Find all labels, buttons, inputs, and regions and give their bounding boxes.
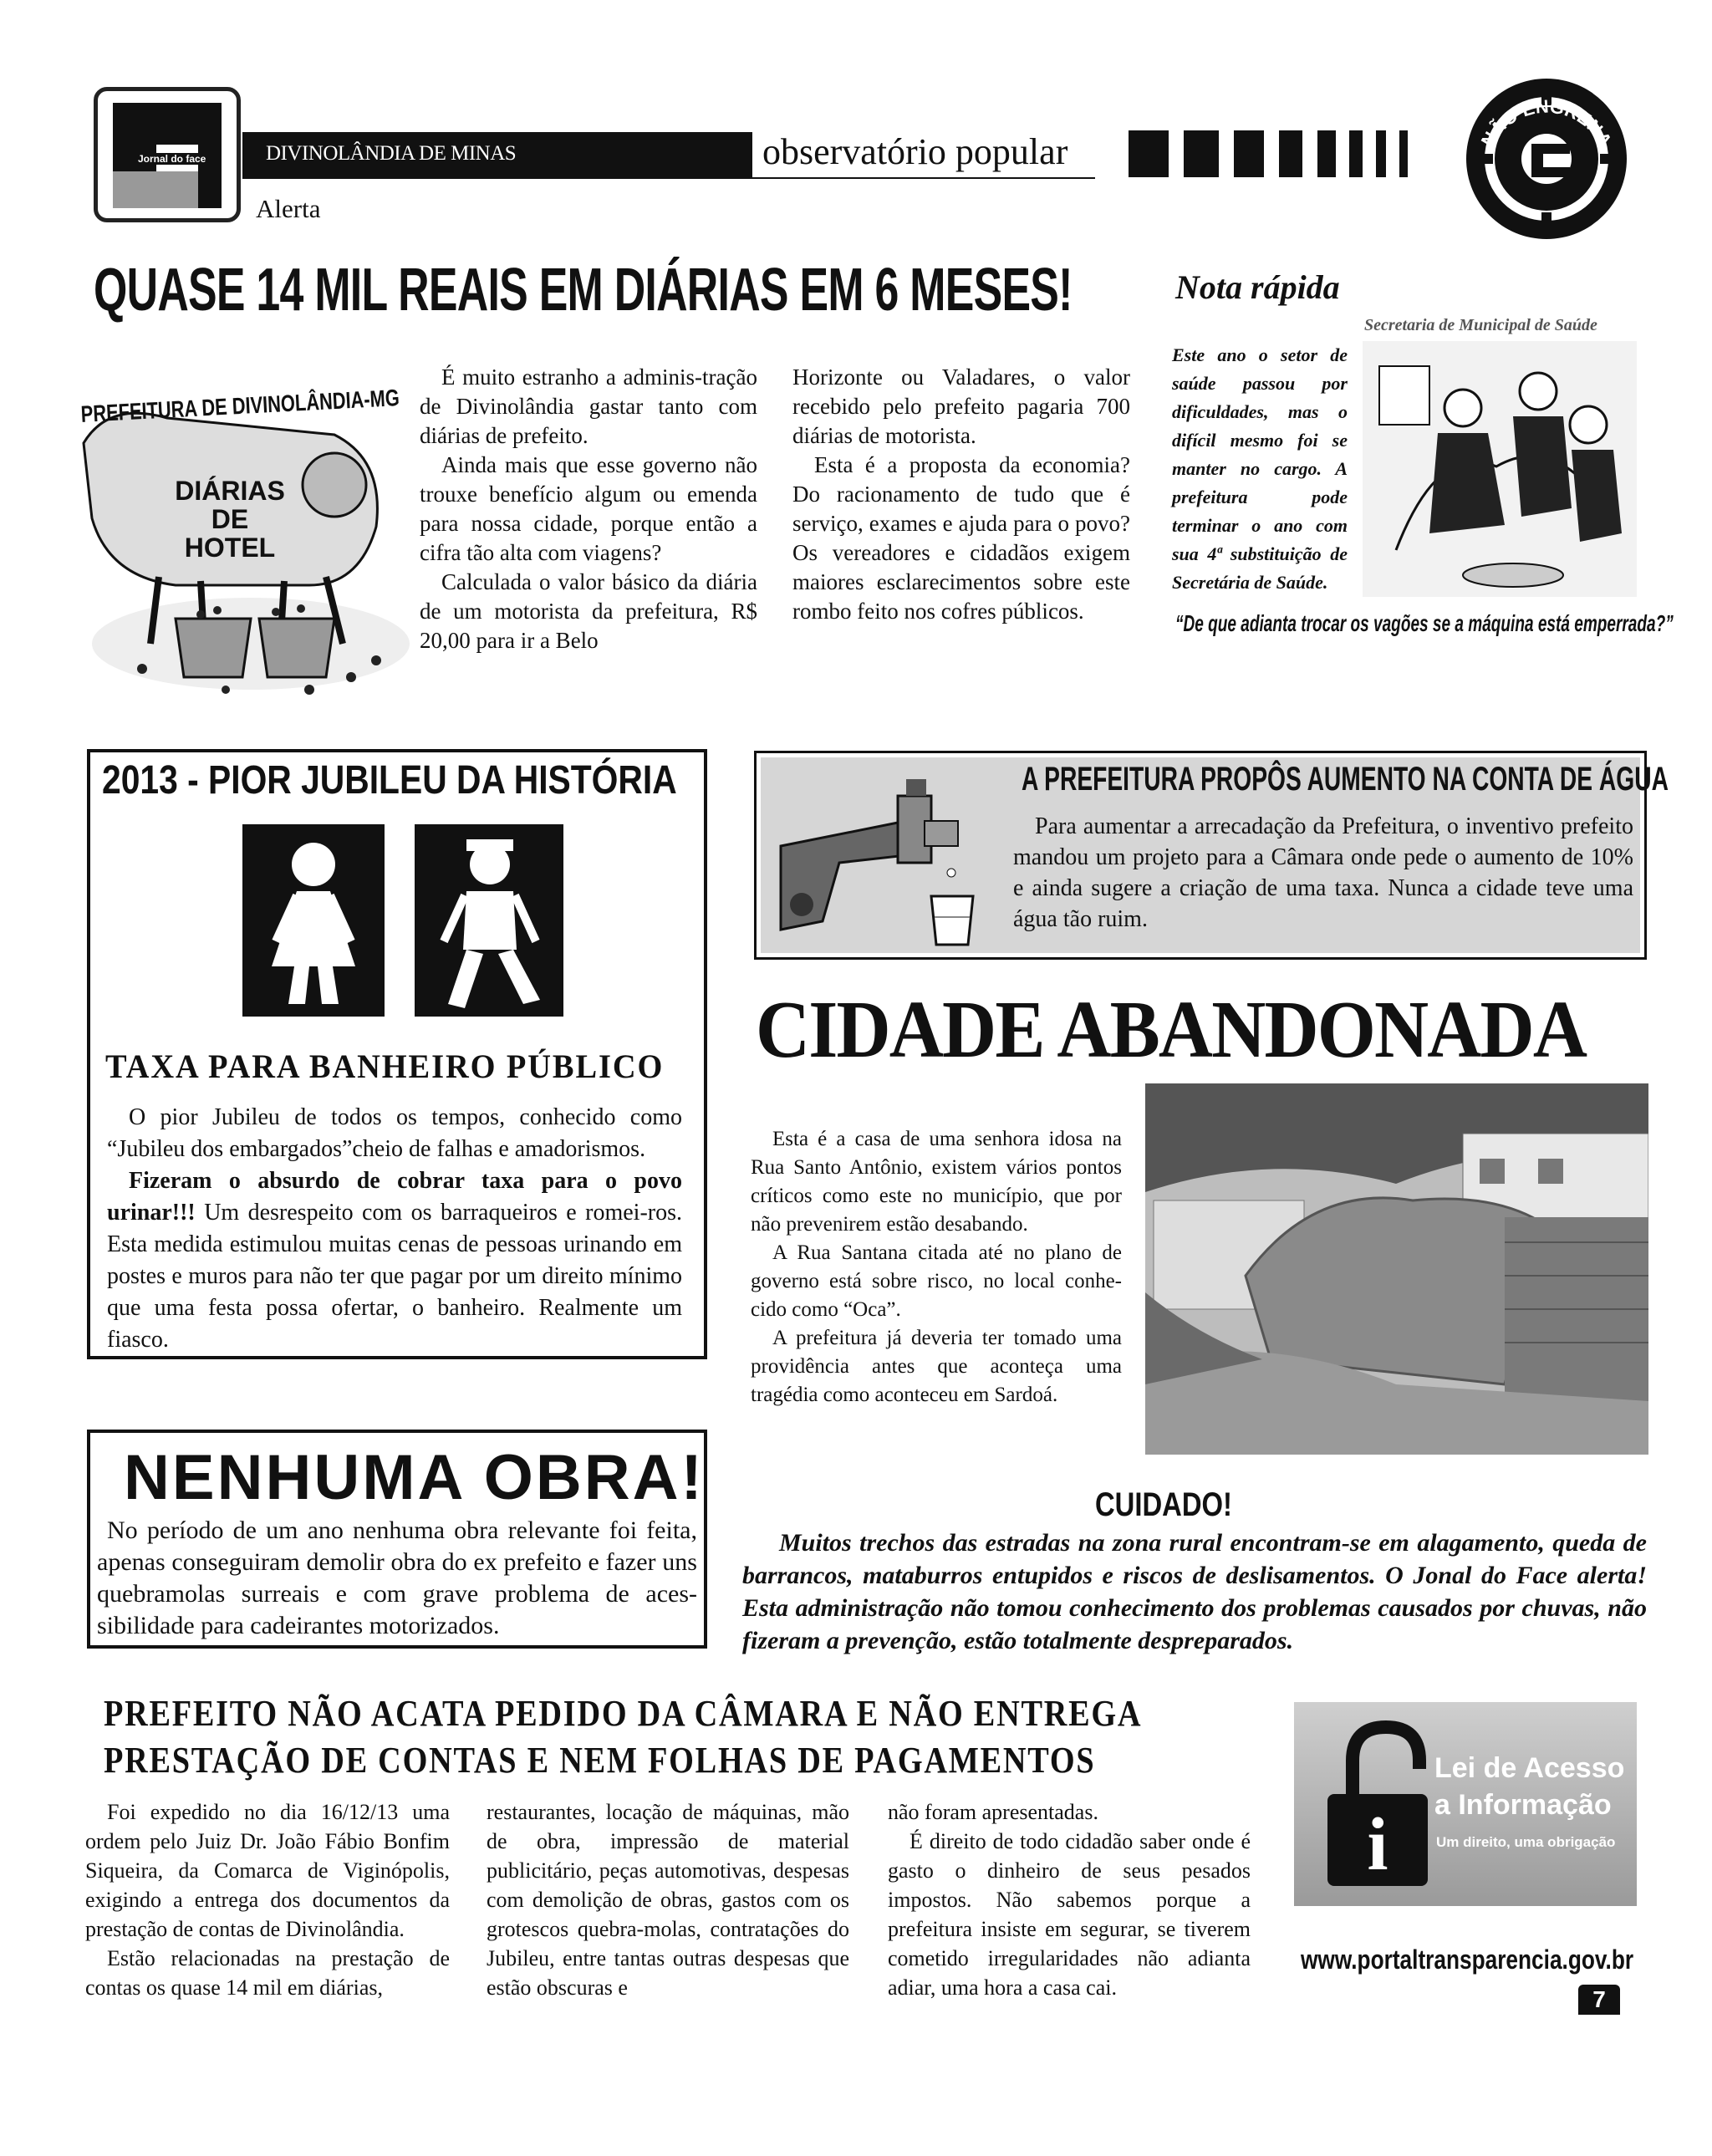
cartoon-label-diarias: DIÁRIAS DE HOTEL [175,476,285,563]
prestacao-paragraph: restaurantes, locação de máquinas, mão de obra, impressão de material publicitário, peças automotivas, despesas com demolição de obras, gastos com os grotescos quebra-molas, contratações do Jubileu, entre tantas outras despesas que estão obscuras e [487,1800,849,2000]
prestacao-title-line-1: PREFEITO NÃO ACATA PEDIDO DA CÂMARA E NÃO ENTREGA [104,1693,1143,1734]
nao-engrena-badge [1463,67,1630,242]
faucet-gun-illustration [764,762,983,950]
prestacao-paragraph: Foi expedido no dia 16/12/13 uma ordem pelo Juiz Dr. João Fábio Bonfim Siqueira, da Comarca de Viginópolis, exigindo a entrega dos documentos da prestação de contas de Divinolândia. [85,1800,450,1941]
cuidado-text: Muitos trechos das estradas na zona rural encontram-se em alagamento, queda de barrancos, mataburros entupidos e riscos de deslisamentos. O Jonal do Face alerta! Esta administração não tomou conhecimento dos problemas causados por chuvas, não fizeram a prevenção, estão totalmente despreparados. [742,1529,1647,1654]
lead-paragraph: Esta é a proposta da economia? Do racionamento de tudo que é serviço, exames e ajuda para o povo? Os vereadores e cidadãos exigem maiores esclarecimentos sobre este rombo feito nos cofres públicos. [792,452,1130,624]
lead-headline: QUASE 14 MIL REAIS EM DIÁRIAS EM 6 MESES! [94,257,1073,324]
prestacao-column-1 [85,1797,450,2002]
cidade-paragraph: Esta é a casa de uma senhora idosa na Rua Santo Antônio, existem vários pontos críticos como este no município, que por não prevenirem estão desabando. [751,1128,1122,1236]
header-city: DIVINOLÂNDIA DE MINAS [266,142,517,165]
portal-transparencia-link[interactable]: www.portaltransparencia.gov.br [1301,1944,1634,1975]
nota-cartoon [1363,341,1637,597]
lei-line-3: Um direito, uma obrigação [1436,1834,1616,1850]
lead-paragraph: É muito estranho a adminis-tração de Divinolândia gastar tanto com diárias de prefeito. [420,364,757,448]
lei-line-2: a Informação [1434,1789,1612,1821]
lei-acesso-banner [1294,1702,1637,1906]
cidade-paragraph: A Rua Santana citada até no plano de governo está sobre risco, no local conhe-cido como “Oca”. [751,1241,1122,1321]
badge-text: NÃO ENGRENA [1476,95,1617,150]
lead-paragraph: Ainda mais que esse governo não trouxe benefício algum ou emenda para nossa cidade, porque então a cifra tão alta com viagens? [420,452,757,565]
page-number: 7 [1578,1985,1620,2015]
header-stripes [1129,130,1438,177]
nota-caption: Secretaria de Municipal de Saúde [1364,316,1597,334]
jubileu-paragraph: Um desrespeito com os barraqueiros e romei-ros. Esta medida estimulou muitas cenas de pessoas urinando em postes e muros para não ter que pagar por um direito mínimo que uma festa possa ofertar, o banheiro. Realmente um fiasco. [107,1200,682,1353]
nota-text: Este ano o setor de saúde passou por dificuldades, mas o difícil mesmo foi se manter no cargo. A prefeitura pode terminar o ano com sua 4ª substituição de Secretária de Saúde. [1172,344,1348,593]
svg-text:i: i [1367,1803,1388,1886]
cartoon-diarias [59,368,410,702]
prestacao-column-2 [487,1797,849,2002]
jubileu-subtitle: TAXA PARA BANHEIRO PÚBLICO [105,1047,665,1085]
obra-text: No período de um ano nenhuma obra relevante foi feita, apenas conseguiram demolir obra do ex prefeito e fazer uns quebramolas surreais e com grave problema de aces-sibilidade para cadeirantes motorizados. [97,1516,697,1639]
prestacao-paragraph: Estão relacionadas na prestação de contas os quase 14 mil em diárias, [85,1946,450,2000]
prestacao-paragraph: É direito de todo cidadão saber onde é gasto o dinheiro de seus pesados impostos. Não sabemos porque a prefeitura insiste em segurar, se tiverem cometido irregularidades não adianta adiar, uma hora a casa cai. [888,1829,1251,2000]
lead-paragraph: Horizonte ou Valadares, o valor recebido pelo prefeito pagaria 700 diárias de motorista. [792,364,1130,448]
prestacao-paragraph: não foram apresentadas. [888,1800,1098,1824]
woman-restroom-icon [242,824,385,1017]
header-section: observatório popular [762,131,1068,172]
cuidado-title: CUIDADO! [1095,1486,1232,1523]
man-restroom-icon [415,824,563,1017]
cartoon-label-prefeitura: PREFEITURA DE DIVINOLÂNDIA-MG [80,385,400,427]
cidade-title: CIDADE ABANDONADA [756,985,1587,1075]
header-sub: Alerta [256,194,321,223]
agua-title: A PREFEITURA PROPÔS AUMENTO NA CONTA DE ÁGUA [1022,761,1669,798]
cidade-paragraph: A prefeitura já deveria ter tomado uma providência antes que aconteça uma tragédia como aconteceu em Sardoá. [751,1327,1122,1406]
prestacao-title-line-2: PRESTAÇÃO DE CONTAS E NEM FOLHAS DE PAGAMENTOS [104,1740,1096,1781]
obra-title: NENHUMA OBRA! [124,1442,705,1513]
cidade-photo [1145,1083,1648,1455]
agua-text: Para aumentar a arrecadação da Prefeitura, o inventivo prefeito mandou um projeto para a Câmara onde pede o aumento de 10% e ainda sugere a criação de uma taxa. Nunca a cidade teve uma água tão ruim. [1013,813,1633,932]
nota-title: Nota rápida [1175,268,1340,306]
lei-line-1: Lei de Acesso [1434,1752,1625,1784]
logo-text: Jornal do face [138,153,206,165]
jubileu-text [107,1102,682,1356]
logo [94,87,241,222]
lead-column-2 [792,363,1130,626]
lead-paragraph: Calculada o valor básico da diária de um motorista da prefeitura, R$ 20,00 para ir a Belo [420,569,757,653]
lead-column-1 [420,363,757,655]
jubileu-title: 2013 - PIOR JUBILEU DA HISTÓRIA [102,758,677,803]
jubileu-highlight: Fizeram o absurdo de cobrar taxa para o povo urinar!!! [107,1168,682,1226]
prestacao-column-3 [888,1797,1251,2002]
nota-quote: “De que adianta trocar os vagões se a máquina está emperrada?” [1175,610,1674,636]
jubileu-paragraph: O pior Jubileu de todos os tempos, conhecido como “Jubileu dos embargados”cheio de falhas e amadorismos. [107,1104,682,1162]
cidade-text [751,1125,1122,1409]
